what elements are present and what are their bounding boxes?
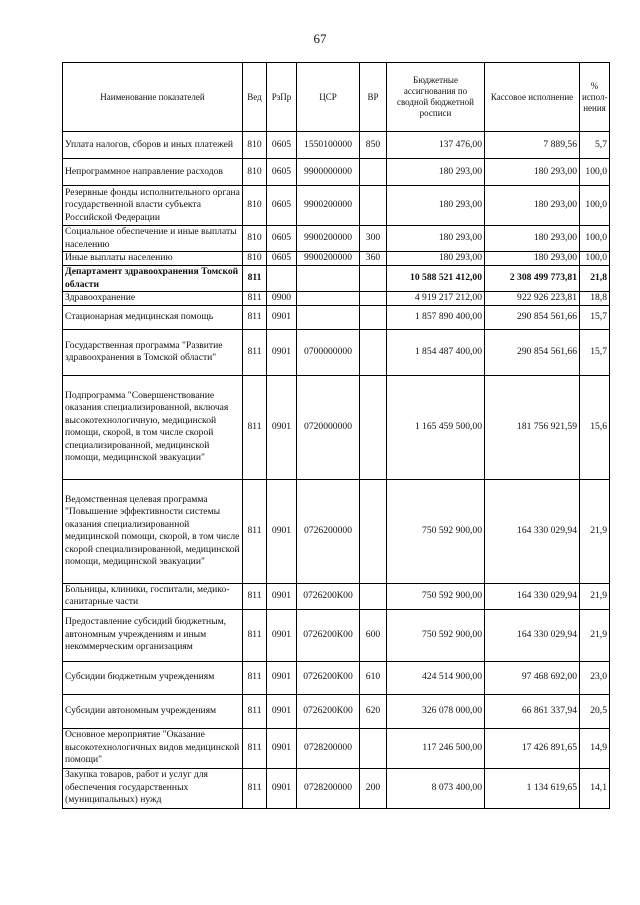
row-name: Основное мероприятие "Оказание высокотехнологичных видов медицинской помощи" [63,728,243,768]
row-department-code: 811 [243,728,267,768]
row-department-code: 811 [243,375,267,479]
table-row [63,694,610,728]
table-row [63,292,610,306]
row-budget-allocation: 1 854 487 400,00 [387,329,485,375]
table-row [63,226,610,252]
row-execution-percent: 21,9 [580,609,610,661]
row-section-subsection: 0605 [267,252,297,266]
row-budget-allocation: 10 588 521 412,00 [387,266,485,292]
row-expense-type [360,292,387,306]
row-target-article: 9900200000 [297,252,360,266]
row-execution-percent: 5,7 [580,132,610,159]
row-target-article: 0726200К00 [297,609,360,661]
table-row [63,728,610,768]
row-cash-execution: 164 330 029,94 [485,479,580,583]
row-expense-type: 360 [360,252,387,266]
row-section-subsection: 0901 [267,479,297,583]
row-name: Предоставление субсидий бюджетным, автономным учреждениям и иным некоммерческим организациям [63,609,243,661]
row-department-code: 811 [243,266,267,292]
row-cash-execution: 164 330 029,94 [485,609,580,661]
header-indicator-name: Наименование показателей [63,63,243,132]
row-name: Социальное обеспечение и иные выплаты населению [63,226,243,252]
row-department-code: 811 [243,305,267,329]
row-budget-allocation: 1 857 890 400,00 [387,305,485,329]
row-budget-allocation: 750 592 900,00 [387,583,485,609]
row-department-code: 810 [243,252,267,266]
row-budget-allocation: 1 165 459 500,00 [387,375,485,479]
row-expense-type [360,583,387,609]
row-budget-allocation: 8 073 400,00 [387,768,485,808]
row-cash-execution: 2 308 499 773,81 [485,266,580,292]
row-target-article: 0728200000 [297,728,360,768]
row-cash-execution: 7 889,56 [485,132,580,159]
table-row [63,132,610,159]
row-cash-execution: 181 756 921,59 [485,375,580,479]
row-execution-percent: 21,9 [580,479,610,583]
row-execution-percent: 18,8 [580,292,610,306]
table-row [63,479,610,583]
table-row [63,159,610,186]
row-cash-execution: 17 426 891,65 [485,728,580,768]
row-department-code: 811 [243,768,267,808]
row-target-article [297,266,360,292]
row-expense-type: 850 [360,132,387,159]
row-execution-percent: 21,8 [580,266,610,292]
row-expense-type: 620 [360,694,387,728]
row-name: Резервные фонды исполнительного органа государственной власти субъекта Российской Федерации [63,186,243,226]
table-header-row [63,63,610,132]
row-section-subsection: 0901 [267,375,297,479]
row-name: Государственная программа "Развитие здравоохранения в Томской области" [63,329,243,375]
row-execution-percent: 100,0 [580,252,610,266]
table-body [63,132,610,809]
row-expense-type: 300 [360,226,387,252]
row-section-subsection: 0900 [267,292,297,306]
row-budget-allocation: 117 246 500,00 [387,728,485,768]
row-name: Стационарная медицинская помощь [63,305,243,329]
row-section-subsection: 0901 [267,728,297,768]
row-execution-percent: 15,6 [580,375,610,479]
row-cash-execution: 180 293,00 [485,226,580,252]
row-target-article: 0726200000 [297,479,360,583]
table-row [63,768,610,808]
row-target-article: 0726200К00 [297,583,360,609]
row-target-article: 0720000000 [297,375,360,479]
row-expense-type [360,479,387,583]
table-row [63,329,610,375]
row-department-code: 811 [243,609,267,661]
row-execution-percent: 21,9 [580,583,610,609]
row-expense-type [360,375,387,479]
row-target-article [297,305,360,329]
row-name: Ведомственная целевая программа "Повышение эффективности системы оказания специализированной медицинской помощи, скорой, в том числе скорой специализированной, медицинской помощи, медицинской эвакуации" [63,479,243,583]
table-row [63,661,610,694]
row-department-code: 811 [243,583,267,609]
row-target-article: 9900000000 [297,159,360,186]
row-expense-type [360,159,387,186]
row-cash-execution: 1 134 619,65 [485,768,580,808]
row-department-code: 810 [243,132,267,159]
table-row [63,266,610,292]
row-section-subsection: 0605 [267,226,297,252]
row-budget-allocation: 180 293,00 [387,186,485,226]
row-section-subsection: 0901 [267,768,297,808]
table-row [63,305,610,329]
budget-execution-table [62,62,610,809]
row-department-code: 810 [243,186,267,226]
table-row [63,186,610,226]
header-section-subsection: РзПр [267,63,297,132]
row-expense-type [360,329,387,375]
row-department-code: 810 [243,226,267,252]
table-row [63,252,610,266]
row-section-subsection: 0901 [267,609,297,661]
row-target-article: 0726200К00 [297,661,360,694]
row-expense-type: 200 [360,768,387,808]
header-cash-execution: Кассовое исполнение [485,63,580,132]
row-execution-percent: 100,0 [580,226,610,252]
row-section-subsection: 0901 [267,305,297,329]
row-budget-allocation: 424 514 900,00 [387,661,485,694]
row-section-subsection: 0901 [267,661,297,694]
row-department-code: 811 [243,694,267,728]
row-expense-type [360,728,387,768]
row-department-code: 811 [243,479,267,583]
table-row [63,583,610,609]
row-budget-allocation: 180 293,00 [387,159,485,186]
header-expense-type: ВР [360,63,387,132]
row-budget-allocation: 750 592 900,00 [387,479,485,583]
row-section-subsection: 0901 [267,329,297,375]
row-expense-type [360,305,387,329]
row-target-article: 1550100000 [297,132,360,159]
row-name: Закупка товаров, работ и услуг для обеспечения государственных (муниципальных) нужд [63,768,243,808]
row-name: Департамент здравоохранения Томской области [63,266,243,292]
row-target-article: 0728200000 [297,768,360,808]
row-department-code: 811 [243,329,267,375]
table-row [63,375,610,479]
row-cash-execution: 922 926 223,81 [485,292,580,306]
row-execution-percent: 20,5 [580,694,610,728]
row-section-subsection: 0605 [267,186,297,226]
header-department-code: Вед [243,63,267,132]
row-name: Больницы, клиники, госпитали, медико-санитарные части [63,583,243,609]
row-expense-type: 610 [360,661,387,694]
row-cash-execution: 290 854 561,66 [485,305,580,329]
row-section-subsection: 0605 [267,159,297,186]
row-budget-allocation: 750 592 900,00 [387,609,485,661]
row-name: Здравоохранение [63,292,243,306]
row-cash-execution: 180 293,00 [485,186,580,226]
row-cash-execution: 164 330 029,94 [485,583,580,609]
header-execution-percent: % испол-нения [580,63,610,132]
row-name: Иные выплаты населению [63,252,243,266]
row-name: Уплата налогов, сборов и иных платежей [63,132,243,159]
row-cash-execution: 97 468 692,00 [485,661,580,694]
row-budget-allocation: 326 078 000,00 [387,694,485,728]
row-expense-type [360,186,387,226]
row-execution-percent: 15,7 [580,329,610,375]
row-name: Подпрограмма "Совершенствование оказания специализированной, включая высокотехнологичную, медицинской помощи, скорой, в том числе скорой специализированной, медицинской помощи, медицинской эвакуации" [63,375,243,479]
row-name: Субсидии бюджетным учреждениям [63,661,243,694]
row-execution-percent: 100,0 [580,186,610,226]
row-target-article: 9900200000 [297,226,360,252]
row-expense-type: 600 [360,609,387,661]
row-execution-percent: 15,7 [580,305,610,329]
row-budget-allocation: 180 293,00 [387,252,485,266]
row-cash-execution: 66 861 337,94 [485,694,580,728]
row-target-article [297,292,360,306]
row-section-subsection [267,266,297,292]
row-department-code: 811 [243,661,267,694]
row-execution-percent: 23,0 [580,661,610,694]
page-number: 67 [313,31,327,46]
row-target-article: 9900200000 [297,186,360,226]
row-target-article: 0726200К00 [297,694,360,728]
header-target-article: ЦСР [297,63,360,132]
row-cash-execution: 290 854 561,66 [485,329,580,375]
header-budget-allocations: Бюджетные ассигнования по сводной бюджетной росписи [387,63,485,132]
row-section-subsection: 0605 [267,132,297,159]
row-cash-execution: 180 293,00 [485,252,580,266]
row-department-code: 811 [243,292,267,306]
row-cash-execution: 180 293,00 [485,159,580,186]
table-row [63,609,610,661]
row-execution-percent: 14,1 [580,768,610,808]
row-execution-percent: 14,9 [580,728,610,768]
row-expense-type [360,266,387,292]
row-section-subsection: 0901 [267,583,297,609]
row-budget-allocation: 137 476,00 [387,132,485,159]
row-execution-percent: 100,0 [580,159,610,186]
row-department-code: 810 [243,159,267,186]
row-name: Субсидии автономным учреждениям [63,694,243,728]
row-target-article: 0700000000 [297,329,360,375]
row-budget-allocation: 180 293,00 [387,226,485,252]
row-budget-allocation: 4 919 217 212,00 [387,292,485,306]
row-name: Непрограммное направление расходов [63,159,243,186]
row-section-subsection: 0901 [267,694,297,728]
